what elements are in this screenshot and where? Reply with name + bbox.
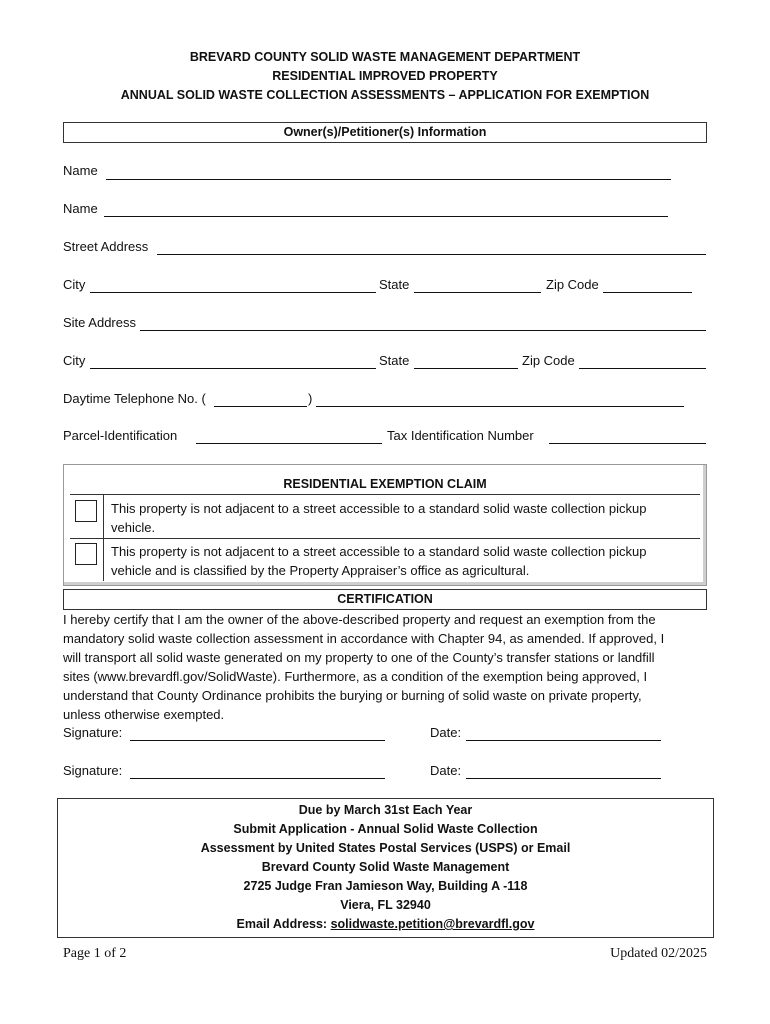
- header-line-2: RESIDENTIAL IMPROVED PROPERTY: [272, 69, 498, 83]
- zip-field-2[interactable]: [579, 368, 706, 369]
- page-number: Page 1 of 2: [63, 946, 127, 961]
- name-field-2[interactable]: [104, 216, 668, 217]
- updated-date: Updated 02/2025: [610, 946, 707, 961]
- state-field-2[interactable]: [414, 368, 518, 369]
- signature-label-2: Signature:: [63, 763, 123, 778]
- state-label-2: State: [379, 353, 410, 368]
- submission-info-text: Due by March 31st Each Year Submit Application - Annual Solid Waste Collection Assessment by United States Postal Services (USPS) or Email Brevard County Solid Waste Management 2725 Judge Fran Jamieson Way, Building A -118 Viera, FL 32940 Email Address: solidwaste.petition@brevardfl.gov: [200, 803, 571, 931]
- zip-label-1: Zip Code: [546, 277, 599, 292]
- street-address-field[interactable]: [157, 254, 706, 255]
- date-label-1: Date:: [430, 725, 462, 740]
- claim-option-2-text: This property is not adjacent to a street accessible to a standard solid waste collection pickup vehicle and is classified by the Property Appraiser’s office as agricultural.: [111, 544, 647, 578]
- signature-field-1[interactable]: [130, 740, 385, 741]
- certification-title: CERTIFICATION: [63, 589, 707, 610]
- date-label-2: Date:: [430, 763, 462, 778]
- exemption-claim-title: RESIDENTIAL EXEMPTION CLAIM: [70, 474, 700, 495]
- claim-option-2-checkbox[interactable]: [75, 543, 97, 565]
- date-field-1[interactable]: [466, 740, 661, 741]
- signature-field-2[interactable]: [130, 778, 385, 779]
- name-label-1: Name: [63, 163, 98, 178]
- site-address-field[interactable]: [140, 330, 706, 331]
- phone-label: Daytime Telephone No. (: [63, 391, 206, 406]
- street-address-label: Street Address: [63, 239, 149, 254]
- claim-option-1-checkbox[interactable]: [75, 500, 97, 522]
- name-field-1[interactable]: [106, 179, 671, 180]
- phone-number-field[interactable]: [316, 406, 684, 407]
- city-field-2[interactable]: [90, 368, 376, 369]
- phone-area-code-field[interactable]: [214, 406, 307, 407]
- claim-option-1-text: This property is not adjacent to a street accessible to a standard solid waste collection pickup vehicle.: [111, 501, 647, 535]
- header-line-3: ANNUAL SOLID WASTE COLLECTION ASSESSMENTS – APPLICATION FOR EXEMPTION: [120, 88, 650, 102]
- petition-email-link[interactable]: solidwaste.petition@brevardfl.gov: [330, 917, 535, 931]
- state-field-1[interactable]: [414, 292, 541, 293]
- certification-text: I hereby certify that I am the owner of the above-described property and request an exemption from the mandatory solid waste collection assessment in accordance with Chapter 94, as amended. If approved, I will transport all solid waste generated on my property to one of the County’s transfer stations or landfill sites (www.brevardfl.gov/SolidWaste). Furthermore, as a condition of the exemption being approved, I understand that County Ordinance prohibits the burying or burning of solid waste on private property, unless otherwise exempted.: [63, 612, 665, 722]
- parcel-id-label: Parcel-Identification: [63, 428, 178, 443]
- claim-row-divider: [70, 538, 700, 539]
- tax-id-label: Tax Identification Number: [387, 428, 534, 443]
- state-label-1: State: [379, 277, 410, 292]
- zip-label-2: Zip Code: [522, 353, 575, 368]
- city-label-2: City: [63, 353, 86, 368]
- city-label-1: City: [63, 277, 86, 292]
- owner-section-title: Owner(s)/Petitioner(s) Information: [63, 122, 707, 143]
- zip-field-1[interactable]: [603, 292, 692, 293]
- parcel-id-field[interactable]: [196, 443, 382, 444]
- tax-id-field[interactable]: [549, 443, 706, 444]
- phone-paren-close: ): [308, 391, 313, 406]
- name-label-2: Name: [63, 201, 98, 216]
- city-field-1[interactable]: [90, 292, 376, 293]
- header-line-1: BREVARD COUNTY SOLID WASTE MANAGEMENT DEPARTMENT: [189, 50, 581, 64]
- site-address-label: Site Address: [63, 315, 136, 330]
- signature-label-1: Signature:: [63, 725, 123, 740]
- date-field-2[interactable]: [466, 778, 661, 779]
- solid-waste-website-link[interactable]: www.brevardfl.gov/SolidWaste: [97, 669, 273, 684]
